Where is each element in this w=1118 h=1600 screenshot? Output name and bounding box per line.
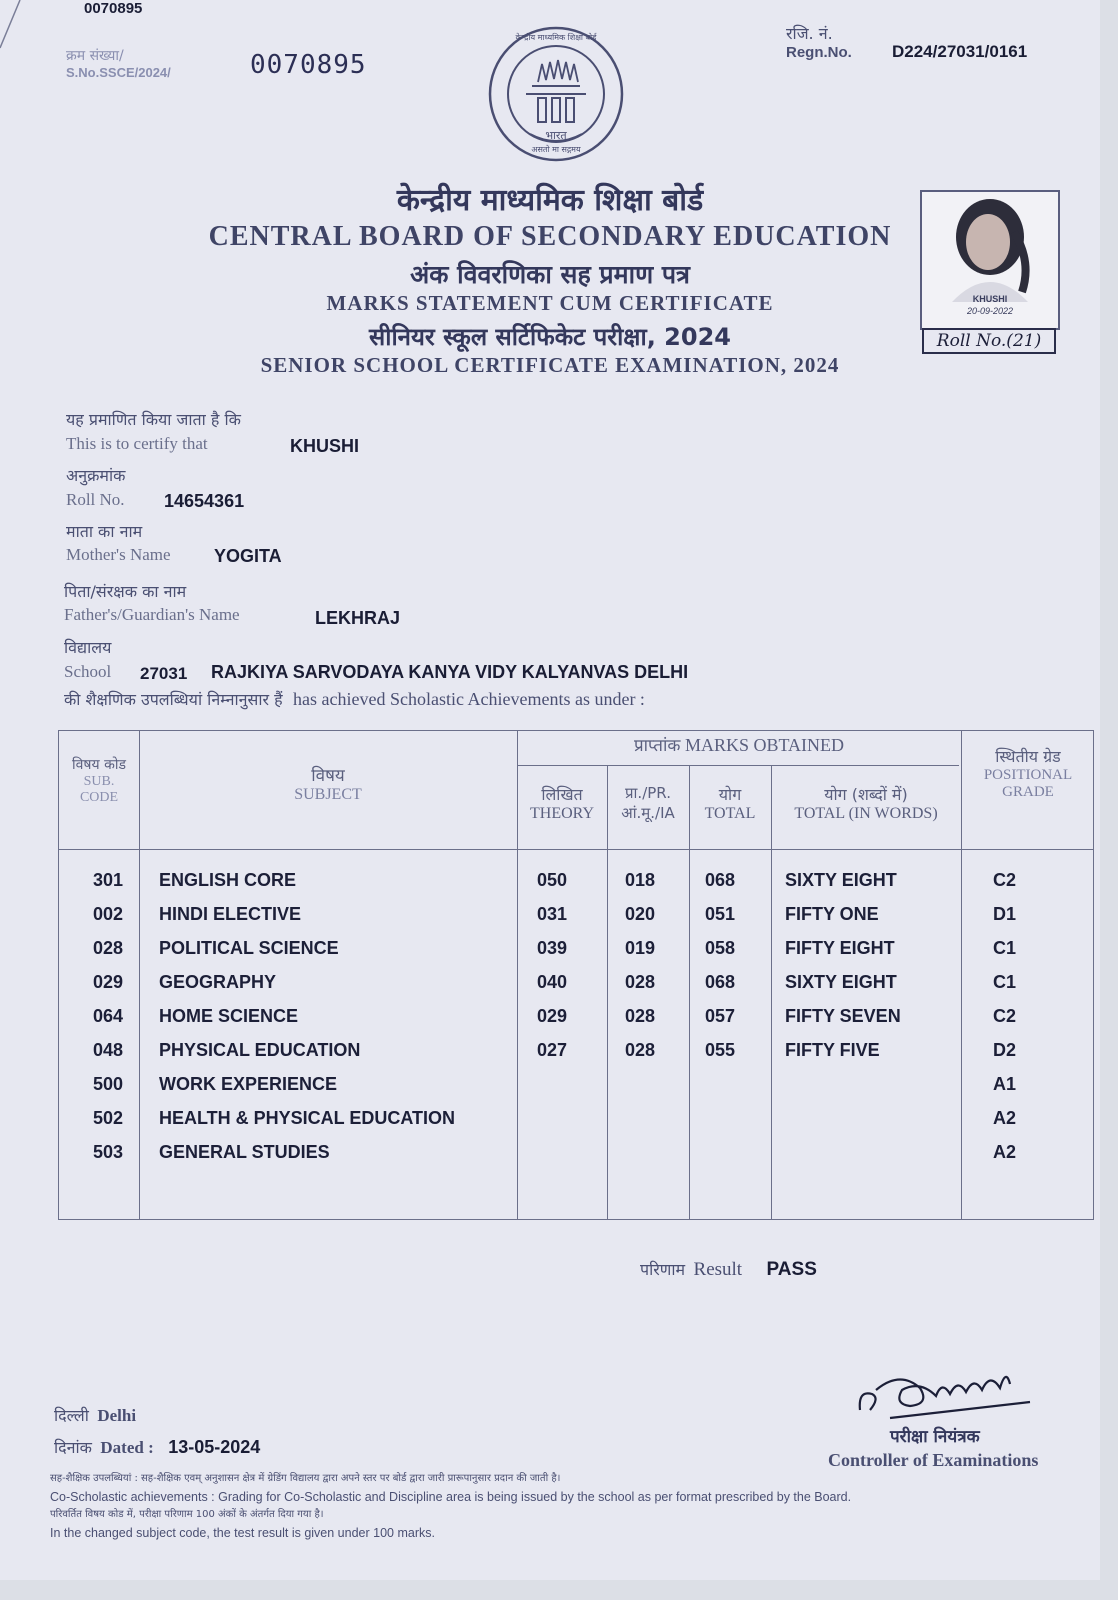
seal-emblem-icon bbox=[486, 24, 626, 164]
serial-number: 0070895 bbox=[250, 50, 367, 80]
serial-block bbox=[66, 46, 171, 80]
cell-subject: PHYSICAL EDUCATION bbox=[159, 1040, 361, 1060]
certify-label-en: This is to certify that bbox=[66, 434, 208, 453]
mother-label-hi: माता का नाम bbox=[66, 522, 143, 541]
achievements-hi: की शैक्षणिक उपलब्धियां निम्नानुसार हैं bbox=[64, 690, 283, 709]
mother-label-en: Mother's Name bbox=[66, 545, 171, 564]
roll-label-en: Roll No. bbox=[66, 490, 125, 509]
header-divider bbox=[59, 849, 1093, 850]
cell-practical: 028 bbox=[625, 1006, 656, 1026]
table-row bbox=[59, 1101, 1093, 1135]
cell-code: 301 bbox=[93, 870, 124, 890]
controller-label-en: Controller of Examinations bbox=[828, 1450, 1039, 1470]
board-name-en: CENTRAL BOARD OF SECONDARY EDUCATION bbox=[208, 221, 892, 252]
header-total-en: TOTAL bbox=[704, 805, 756, 822]
header-theory-en: THEORY bbox=[530, 805, 594, 822]
cell-subject: WORK EXPERIENCE bbox=[159, 1074, 338, 1094]
cell-code: 002 bbox=[93, 904, 124, 924]
header-grade bbox=[961, 745, 1095, 801]
school-label-en: School bbox=[64, 662, 112, 681]
cell-words: FIFTY FIVE bbox=[785, 1040, 880, 1060]
place-label-en: Delhi bbox=[97, 1406, 137, 1425]
header-theory-hi: लिखित bbox=[541, 785, 583, 804]
school-label-hi: विद्यालय bbox=[64, 638, 112, 657]
exam-title-en: SENIOR SCHOOL CERTIFICATE EXAMINATION, 2024 bbox=[260, 353, 840, 377]
cell-theory: 027 bbox=[537, 1040, 568, 1060]
cell-subject: GENERAL STUDIES bbox=[159, 1142, 330, 1162]
cell-practical: 020 bbox=[625, 904, 656, 924]
header-sub-code-en: SUB. CODE bbox=[79, 774, 119, 805]
table-row bbox=[59, 1135, 1093, 1169]
cell-words: SIXTY EIGHT bbox=[785, 870, 897, 890]
cell-grade: C2 bbox=[993, 870, 1017, 890]
cell-code: 064 bbox=[93, 1006, 124, 1026]
marks-table bbox=[58, 730, 1094, 1220]
footnote-1-en: Co-Scholastic achievements : Grading for Co-Scholastic and Discipline area is being issued by the school as per format prescribed by the Board. bbox=[50, 1490, 852, 1504]
cell-grade: C1 bbox=[993, 938, 1017, 958]
header-subject bbox=[139, 763, 517, 804]
header-subject-en: SUBJECT bbox=[294, 786, 362, 803]
cell-subject: ENGLISH CORE bbox=[159, 870, 297, 890]
seal-middle-text: भारत bbox=[545, 129, 567, 142]
header-total bbox=[689, 783, 771, 823]
date-label-hi: दिनांक bbox=[54, 1438, 92, 1457]
cell-total: 068 bbox=[705, 870, 736, 890]
regn-block bbox=[786, 22, 852, 61]
student-portrait-icon bbox=[922, 192, 1058, 302]
cell-theory: 040 bbox=[537, 972, 568, 992]
cell-subject: HEALTH & PHYSICAL EDUCATION bbox=[159, 1108, 456, 1128]
board-name-hi: केन्द्रीय माध्यमिक शिक्षा बोर्ड bbox=[396, 183, 704, 218]
cell-total: 068 bbox=[705, 972, 736, 992]
regn-label-hi: रजि. नं. bbox=[786, 24, 833, 43]
mother-name: YOGITA bbox=[214, 546, 282, 566]
header-marks-obtained bbox=[517, 733, 961, 756]
father-label-hi: पिता/संरक्षक का नाम bbox=[64, 582, 187, 601]
cell-grade: C2 bbox=[993, 1006, 1017, 1026]
table-row bbox=[59, 999, 1093, 1033]
footnote-2-en: In the changed subject code, the test result is given under 100 marks. bbox=[50, 1526, 435, 1540]
cell-grade: D2 bbox=[993, 1040, 1017, 1060]
doc-title-hi: अंक विवरणिका सह प्रमाण पत्र bbox=[410, 260, 690, 289]
header-grade-en: POSITIONAL GRADE bbox=[983, 767, 1073, 800]
seal-bottom-text: असतो मा सद्गमय bbox=[531, 145, 581, 154]
footnote-2-hi: परिवर्तित विषय कोड में, परीक्षा परिणाम 100 अंकों के अंतर्गत दिया गया है। bbox=[50, 1509, 324, 1520]
header-sub-code-hi: विषय कोड bbox=[72, 757, 126, 773]
photo-caption-name: KHUSHI bbox=[972, 294, 1008, 304]
cell-grade: C1 bbox=[993, 972, 1017, 992]
top-serial: 0070895 bbox=[84, 0, 143, 17]
table-row bbox=[59, 931, 1093, 965]
cell-code: 500 bbox=[93, 1074, 124, 1094]
cell-total: 057 bbox=[705, 1006, 736, 1026]
cell-practical: 018 bbox=[625, 870, 656, 890]
table-row bbox=[59, 897, 1093, 931]
cell-code: 048 bbox=[93, 1040, 124, 1060]
result-label-en: Result bbox=[693, 1259, 743, 1280]
cell-subject: GEOGRAPHY bbox=[159, 972, 277, 992]
father-label-en: Father's/Guardian's Name bbox=[64, 605, 240, 624]
table-row bbox=[59, 965, 1093, 999]
cell-theory: 039 bbox=[537, 938, 568, 958]
student-photo bbox=[920, 190, 1060, 330]
place-label-hi: दिल्ली bbox=[54, 1406, 89, 1425]
photo-caption-date: 20-09-2022 bbox=[966, 306, 1014, 316]
header-grade-hi: स्थितीय ग्रेड bbox=[995, 747, 1061, 766]
footnotes bbox=[50, 1470, 1090, 1542]
school-code: 27031 bbox=[140, 664, 188, 683]
result-block bbox=[640, 1258, 817, 1281]
controller-signature-icon bbox=[850, 1360, 1040, 1430]
cell-total: 051 bbox=[705, 904, 736, 924]
serial-label-hi: क्रम संख्या/ bbox=[66, 48, 124, 64]
photo-roll-annotation-box bbox=[922, 328, 1056, 354]
cell-subject: HINDI ELECTIVE bbox=[159, 904, 302, 924]
cell-practical: 019 bbox=[625, 938, 656, 958]
cell-words: SIXTY EIGHT bbox=[785, 972, 897, 992]
cell-theory: 050 bbox=[537, 870, 568, 890]
date-block bbox=[54, 1436, 260, 1458]
cell-practical: 028 bbox=[625, 1040, 656, 1060]
row-divider bbox=[517, 765, 959, 766]
header-total-hi: योग bbox=[718, 785, 742, 804]
footnote-1-hi: सह-शैक्षिक उपलब्धियां : सह-शैक्षिक एवम् अनुशासन क्षेत्र में ग्रेडिंग विद्यालय द्वारा अपने स्तर पर बोर्ड द्वारा जारी प्रारूपानुसार प्रदान की जाती है। bbox=[50, 1473, 561, 1484]
candidate-name: KHUSHI bbox=[290, 436, 360, 456]
cell-grade: A2 bbox=[993, 1108, 1017, 1128]
serial-label-en: S.No.SSCE/2024/ bbox=[66, 65, 171, 80]
date-value: 13-05-2024 bbox=[168, 1437, 261, 1457]
cell-theory: 031 bbox=[537, 904, 568, 924]
seal-top-text: केन्द्रीय माध्यमिक शिक्षा बोर्ड bbox=[515, 33, 597, 42]
cell-grade: D1 bbox=[993, 904, 1017, 924]
father-name: LEKHRAJ bbox=[315, 608, 401, 628]
header-marks-en: MARKS OBTAINED bbox=[684, 735, 845, 755]
header-total-words bbox=[771, 783, 961, 823]
regn-number: D224/27031/0161 bbox=[892, 42, 1028, 61]
table-row bbox=[59, 863, 1093, 897]
cell-code: 503 bbox=[93, 1142, 124, 1162]
cell-grade: A1 bbox=[993, 1074, 1017, 1094]
header-words-hi: योग (शब्दों में) bbox=[824, 785, 908, 804]
certify-label-hi: यह प्रमाणित किया जाता है कि bbox=[66, 410, 241, 429]
place-block bbox=[54, 1404, 136, 1426]
cell-subject: POLITICAL SCIENCE bbox=[159, 938, 339, 958]
achievements-en: has achieved Scholastic Achievements as under : bbox=[293, 689, 645, 709]
cbse-seal bbox=[486, 24, 626, 164]
cell-total: 055 bbox=[705, 1040, 736, 1060]
exam-title-hi: सीनियर स्कूल सर्टिफिकेट परीक्षा, 2024 bbox=[369, 323, 731, 351]
photo-roll-handwritten: Roll No.(21) bbox=[936, 331, 1042, 351]
header-pr-en: आं.मू./IA bbox=[621, 804, 675, 822]
cell-grade: A2 bbox=[993, 1142, 1017, 1162]
school-name: RAJKIYA SARVODAYA KANYA VIDY KALYANVAS DELHI bbox=[211, 662, 689, 682]
header-sub-code bbox=[59, 755, 139, 806]
result-value: PASS bbox=[766, 1259, 817, 1280]
cell-total: 058 bbox=[705, 938, 736, 958]
achievements-line bbox=[64, 688, 645, 710]
certificate-title-block bbox=[180, 178, 920, 378]
cell-theory: 029 bbox=[537, 1006, 568, 1026]
page-corner-fold bbox=[0, 0, 60, 60]
cell-code: 028 bbox=[93, 938, 124, 958]
cell-words: FIFTY EIGHT bbox=[785, 938, 895, 958]
roll-number: 14654361 bbox=[164, 491, 245, 511]
header-subject-hi: विषय bbox=[311, 766, 345, 786]
header-marks-hi: प्राप्तांक bbox=[633, 736, 681, 756]
result-label-hi: परिणाम bbox=[640, 1260, 686, 1279]
header-practical bbox=[607, 783, 689, 823]
date-label-en: Dated : bbox=[100, 1438, 154, 1457]
header-theory bbox=[517, 783, 607, 823]
header-pr-hi: प्रा./PR. bbox=[625, 784, 671, 802]
cell-code: 029 bbox=[93, 972, 124, 992]
table-row bbox=[59, 1033, 1093, 1067]
header-words-en: TOTAL (IN WORDS) bbox=[794, 805, 938, 822]
table-row bbox=[59, 1067, 1093, 1101]
cell-practical: 028 bbox=[625, 972, 656, 992]
controller-label-hi: परीक्षा नियंत्रक bbox=[890, 1427, 980, 1447]
regn-label-en: Regn.No. bbox=[786, 44, 852, 61]
doc-title-en: MARKS STATEMENT CUM CERTIFICATE bbox=[326, 291, 774, 315]
cell-words: FIFTY SEVEN bbox=[785, 1006, 901, 1026]
roll-label-hi: अनुक्रमांक bbox=[66, 466, 126, 485]
cell-words: FIFTY ONE bbox=[785, 904, 879, 924]
cell-subject: HOME SCIENCE bbox=[159, 1006, 299, 1026]
cell-code: 502 bbox=[93, 1108, 124, 1128]
